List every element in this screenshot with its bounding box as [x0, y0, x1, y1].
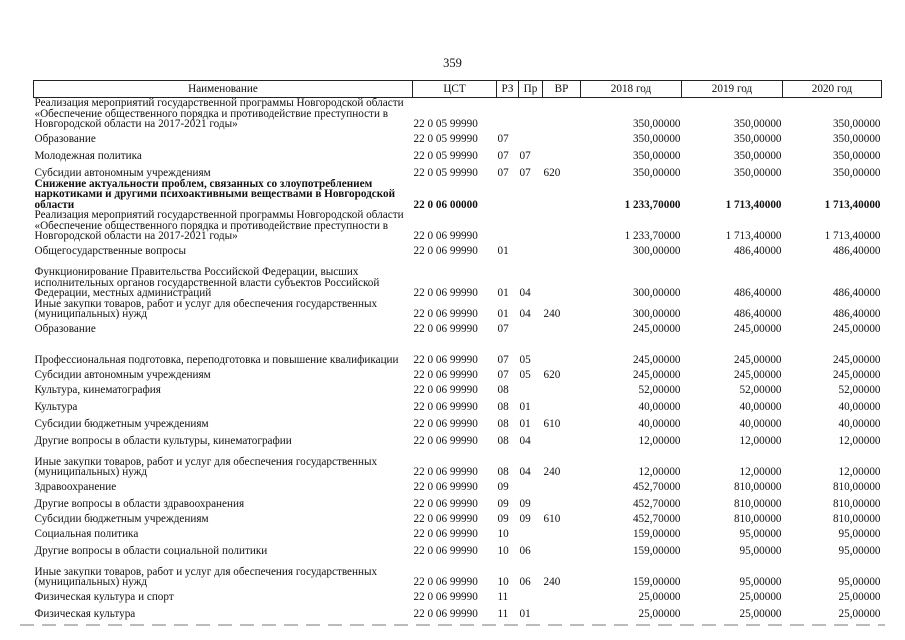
row-value-2020: 12,00000 — [838, 466, 881, 478]
header-rz: РЗ — [497, 81, 519, 98]
row-cst: 22 0 05 99990 — [413, 150, 478, 162]
row-rz: 10 — [497, 528, 509, 540]
row-rz: 08 — [497, 401, 509, 413]
row-rz: 08 — [497, 384, 509, 396]
page-number: 359 — [443, 56, 462, 70]
table-row — [34, 299, 882, 320]
row-value-2020: 486,40000 — [832, 287, 881, 299]
row-rz: 08 — [497, 435, 509, 447]
row-value-2020: 25,00000 — [838, 608, 881, 620]
row-cst: 22 0 06 99990 — [413, 545, 478, 557]
table-row — [34, 493, 882, 510]
row-cst: 22 0 06 99990 — [413, 608, 478, 620]
row-rz: 09 — [497, 498, 509, 510]
table-row — [34, 98, 882, 130]
row-value-2020: 1 713,40000 — [824, 230, 881, 242]
table-row — [34, 381, 882, 396]
row-pr — [519, 525, 543, 540]
row-vr — [543, 335, 581, 366]
row-rz: 01 — [497, 308, 509, 320]
row-cst: 22 0 06 99990 — [413, 498, 478, 510]
row-rz — [497, 98, 519, 130]
row-value-2018: 159,00000 — [632, 528, 681, 540]
row-value-2019: 40,00000 — [739, 401, 782, 413]
row-pr — [519, 320, 543, 335]
row-value-2018: 159,00000 — [632, 576, 681, 588]
row-value-2019: 12,00000 — [739, 466, 782, 478]
row-value-2018: 40,00000 — [638, 401, 681, 413]
row-value-2018: 245,00000 — [632, 323, 681, 335]
row-vr: 240 — [543, 466, 561, 478]
header-pr: Пр — [519, 81, 543, 98]
row-vr: 240 — [543, 308, 561, 320]
row-pr — [519, 381, 543, 396]
row-rz: 10 — [497, 576, 509, 588]
row-pr — [519, 179, 543, 211]
table-row — [34, 210, 882, 242]
table-row — [34, 603, 882, 620]
row-value-2018: 452,70000 — [632, 513, 681, 525]
row-vr — [543, 603, 581, 620]
table-row — [34, 510, 882, 525]
header-2020: 2020 год — [783, 81, 882, 98]
row-name: Иные закупки товаров, работ и услуг для обеспечения государственных (муниципальных) нужд — [34, 565, 378, 588]
row-name: Снижение актуальности проблем, связанных со злоупотреблением наркотиками и другими психоактивными веществами в Новгородской области — [34, 178, 396, 210]
row-value-2019: 245,00000 — [733, 354, 782, 366]
row-value-2020: 350,00000 — [832, 133, 881, 145]
row-value-2020: 1 713,40000 — [824, 198, 881, 210]
row-rz: 07 — [497, 323, 509, 335]
row-vr — [543, 588, 581, 603]
table-row — [34, 430, 882, 447]
row-cst: 22 0 06 99990 — [413, 528, 478, 540]
row-cst: 22 0 06 99990 — [413, 369, 478, 381]
row-name: Физическая культура и спорт — [34, 591, 174, 603]
row-value-2019: 810,00000 — [733, 498, 782, 510]
row-value-2020: 810,00000 — [832, 513, 881, 525]
row-value-2019: 25,00000 — [739, 591, 782, 603]
row-rz: 11 — [497, 608, 509, 620]
row-name: Профессиональная подготовка, переподготовка и повышение квалификации — [34, 354, 399, 366]
row-name: Социальная политика — [34, 528, 139, 540]
row-value-2019: 486,40000 — [733, 308, 782, 320]
table-row — [34, 525, 882, 540]
row-name: Здравоохранение — [34, 481, 117, 493]
row-pr: 04 — [519, 435, 531, 447]
row-value-2018: 40,00000 — [638, 418, 681, 430]
row-name: Физическая культура — [34, 608, 136, 620]
row-cst: 22 0 06 99990 — [413, 576, 478, 588]
row-cst: 22 0 05 99990 — [413, 167, 478, 179]
row-vr — [543, 430, 581, 447]
row-name: Культура — [34, 401, 78, 413]
row-pr: 01 — [519, 401, 531, 413]
row-value-2019: 95,00000 — [739, 545, 782, 557]
row-rz: 11 — [497, 591, 509, 603]
row-rz: 07 — [497, 167, 509, 179]
row-value-2020: 350,00000 — [832, 167, 881, 179]
row-vr: 610 — [543, 513, 561, 525]
row-value-2019: 350,00000 — [733, 118, 782, 130]
row-value-2020: 350,00000 — [832, 150, 881, 162]
row-cst: 22 0 06 99990 — [413, 418, 478, 430]
row-value-2018: 12,00000 — [638, 466, 681, 478]
table-row — [34, 540, 882, 557]
row-name: Функционирование Правительства Российской Федерации, высших исполнительных органов государственной власти субъектов Российской Федерации, местных администраций — [34, 266, 380, 299]
row-name: Субсидии бюджетным учреждениям — [34, 513, 209, 525]
row-pr: 06 — [519, 576, 531, 588]
table-row — [34, 396, 882, 413]
row-cst: 22 0 06 99990 — [413, 323, 478, 335]
row-value-2018: 25,00000 — [638, 591, 681, 603]
row-cst: 22 0 06 99990 — [413, 481, 478, 493]
row-pr — [519, 478, 543, 493]
row-vr — [543, 242, 581, 257]
row-value-2019: 810,00000 — [733, 481, 782, 493]
row-value-2020: 810,00000 — [832, 481, 881, 493]
table-row — [34, 557, 882, 588]
header-2018: 2018 год — [581, 81, 682, 98]
row-value-2020: 25,00000 — [838, 591, 881, 603]
row-cst: 22 0 05 99990 — [413, 118, 478, 130]
row-name: Молодежная политика — [34, 150, 142, 162]
table-row — [34, 145, 882, 162]
row-cst: 22 0 06 99990 — [413, 287, 478, 299]
row-value-2020: 350,00000 — [832, 118, 881, 130]
header-vr: ВР — [543, 81, 581, 98]
row-cst: 22 0 06 99990 — [413, 354, 478, 366]
row-vr: 620 — [543, 167, 561, 179]
row-value-2020: 95,00000 — [838, 545, 881, 557]
row-value-2018: 300,00000 — [632, 287, 681, 299]
row-vr: 620 — [543, 369, 561, 381]
header-cst: ЦСТ — [413, 81, 497, 98]
row-value-2018: 300,00000 — [632, 245, 681, 257]
row-rz: 09 — [497, 481, 509, 493]
table-row — [34, 242, 882, 257]
row-vr — [543, 98, 581, 130]
row-value-2019: 350,00000 — [733, 133, 782, 145]
row-pr: 01 — [519, 418, 531, 430]
row-name: Субсидии автономным учреждениям — [34, 369, 211, 381]
row-cst: 22 0 06 99990 — [413, 401, 478, 413]
row-value-2020: 40,00000 — [838, 418, 881, 430]
row-vr — [543, 525, 581, 540]
row-name: Субсидии автономным учреждениям — [34, 167, 211, 179]
row-value-2020: 810,00000 — [832, 498, 881, 510]
row-cst: 22 0 06 99990 — [413, 384, 478, 396]
row-cst: 22 0 06 99990 — [413, 245, 478, 257]
header-name: Наименование — [34, 81, 413, 98]
row-value-2019: 1 713,40000 — [725, 198, 782, 210]
row-value-2020: 40,00000 — [838, 401, 881, 413]
row-pr — [519, 588, 543, 603]
row-rz — [497, 210, 519, 242]
row-value-2020: 486,40000 — [832, 308, 881, 320]
budget-table — [33, 80, 882, 620]
row-name: Образование — [34, 133, 96, 145]
row-value-2019: 486,40000 — [733, 245, 782, 257]
row-pr: 01 — [519, 608, 531, 620]
row-name: Общегосударственные вопросы — [34, 245, 187, 257]
row-cst: 22 0 06 99990 — [413, 435, 478, 447]
row-rz: 08 — [497, 418, 509, 430]
table-row — [34, 257, 882, 299]
row-name: Другие вопросы в области здравоохранения — [34, 498, 245, 510]
row-value-2019: 95,00000 — [739, 576, 782, 588]
table-row — [34, 478, 882, 493]
row-value-2018: 350,00000 — [632, 118, 681, 130]
row-pr: 07 — [519, 167, 531, 179]
row-value-2018: 300,00000 — [632, 308, 681, 320]
row-value-2018: 1 233,70000 — [624, 230, 681, 242]
row-rz: 07 — [497, 133, 509, 145]
row-name: Другие вопросы в области культуры, кинематографии — [34, 435, 292, 447]
row-name: Субсидии бюджетным учреждениям — [34, 418, 209, 430]
row-value-2020: 245,00000 — [832, 354, 881, 366]
row-cst: 22 0 06 99990 — [413, 513, 478, 525]
row-value-2020: 486,40000 — [832, 245, 881, 257]
row-rz: 07 — [497, 354, 509, 366]
row-value-2019: 350,00000 — [733, 167, 782, 179]
row-pr: 09 — [519, 513, 531, 525]
row-rz: 10 — [497, 545, 509, 557]
row-vr — [543, 179, 581, 211]
row-name: Реализация мероприятий государственной программы Новгородской области «Обеспечение общественного порядка и противодействие преступности в Новгородской области на 2017-2021 годы» — [34, 210, 404, 242]
row-vr — [543, 478, 581, 493]
row-name: Иные закупки товаров, работ и услуг для обеспечения государственных (муниципальных) нужд — [34, 298, 378, 320]
scan-edge-artifact — [20, 624, 885, 626]
row-cst: 22 0 06 99990 — [413, 591, 478, 603]
row-vr — [543, 396, 581, 413]
row-cst: 22 0 06 00000 — [413, 198, 478, 210]
row-value-2020: 245,00000 — [832, 323, 881, 335]
row-vr — [543, 257, 581, 299]
table-row — [34, 447, 882, 478]
row-value-2020: 95,00000 — [838, 528, 881, 540]
row-value-2019: 95,00000 — [739, 528, 782, 540]
row-value-2018: 452,70000 — [632, 481, 681, 493]
table-row — [34, 179, 882, 211]
row-value-2019: 25,00000 — [739, 608, 782, 620]
row-vr — [543, 381, 581, 396]
table-row — [34, 588, 882, 603]
row-value-2019: 810,00000 — [733, 513, 782, 525]
table-row — [34, 162, 882, 179]
row-pr: 09 — [519, 498, 531, 510]
row-vr: 240 — [543, 576, 561, 588]
header-2019: 2019 год — [682, 81, 783, 98]
row-value-2019: 52,00000 — [739, 384, 782, 396]
row-name: Культура, кинематография — [34, 384, 161, 396]
row-value-2019: 350,00000 — [733, 150, 782, 162]
row-value-2019: 245,00000 — [733, 323, 782, 335]
row-vr — [543, 130, 581, 145]
row-value-2018: 52,00000 — [638, 384, 681, 396]
row-name: Иные закупки товаров, работ и услуг для обеспечения государственных (муниципальных) нужд — [34, 455, 378, 478]
row-vr — [543, 493, 581, 510]
table-row — [34, 320, 882, 335]
row-vr — [543, 145, 581, 162]
table-header-row — [34, 81, 882, 98]
table-row — [34, 413, 882, 430]
row-name: Образование — [34, 323, 96, 335]
row-pr — [519, 130, 543, 145]
row-value-2018: 245,00000 — [632, 369, 681, 381]
row-pr: 04 — [519, 287, 531, 299]
row-cst: 22 0 05 99990 — [413, 133, 478, 145]
table-body — [34, 98, 882, 620]
row-value-2018: 159,00000 — [632, 545, 681, 557]
row-value-2018: 12,00000 — [638, 435, 681, 447]
row-vr — [543, 320, 581, 335]
row-name: Реализация мероприятий государственной программы Новгородской области «Обеспечение общественного порядка и противодействие преступности в Новгородской области на 2017-2021 годы» — [34, 97, 404, 130]
row-pr: 05 — [519, 354, 531, 366]
row-pr: 06 — [519, 545, 531, 557]
row-value-2019: 40,00000 — [739, 418, 782, 430]
row-cst: 22 0 06 99990 — [413, 466, 478, 478]
row-value-2020: 52,00000 — [838, 384, 881, 396]
row-rz: 07 — [497, 150, 509, 162]
row-value-2019: 245,00000 — [733, 369, 782, 381]
row-pr: 05 — [519, 369, 531, 381]
table-row — [34, 335, 882, 366]
row-cst: 22 0 06 99990 — [413, 230, 478, 242]
row-value-2018: 452,70000 — [632, 498, 681, 510]
row-name: Другие вопросы в области социальной политики — [34, 545, 268, 557]
row-value-2020: 12,00000 — [838, 435, 881, 447]
row-value-2020: 245,00000 — [832, 369, 881, 381]
row-value-2019: 12,00000 — [739, 435, 782, 447]
row-pr — [519, 242, 543, 257]
row-rz — [497, 179, 519, 211]
table-row — [34, 366, 882, 381]
row-value-2019: 1 713,40000 — [725, 230, 782, 242]
row-pr: 04 — [519, 466, 531, 478]
row-rz: 01 — [497, 245, 509, 257]
row-pr — [519, 98, 543, 130]
row-rz: 07 — [497, 369, 509, 381]
row-pr: 07 — [519, 150, 531, 162]
row-value-2020: 95,00000 — [838, 576, 881, 588]
row-rz: 01 — [497, 287, 509, 299]
row-value-2018: 25,00000 — [638, 608, 681, 620]
row-pr: 04 — [519, 308, 531, 320]
table-row — [34, 130, 882, 145]
row-value-2018: 350,00000 — [632, 167, 681, 179]
row-value-2018: 350,00000 — [632, 150, 681, 162]
row-vr: 610 — [543, 418, 561, 430]
row-value-2019: 486,40000 — [733, 287, 782, 299]
row-rz: 09 — [497, 513, 509, 525]
row-vr — [543, 210, 581, 242]
row-value-2018: 1 233,70000 — [624, 198, 681, 210]
row-value-2018: 350,00000 — [632, 133, 681, 145]
row-value-2018: 245,00000 — [632, 354, 681, 366]
row-cst: 22 0 06 99990 — [413, 308, 478, 320]
row-rz: 08 — [497, 466, 509, 478]
row-pr — [519, 210, 543, 242]
row-vr — [543, 540, 581, 557]
